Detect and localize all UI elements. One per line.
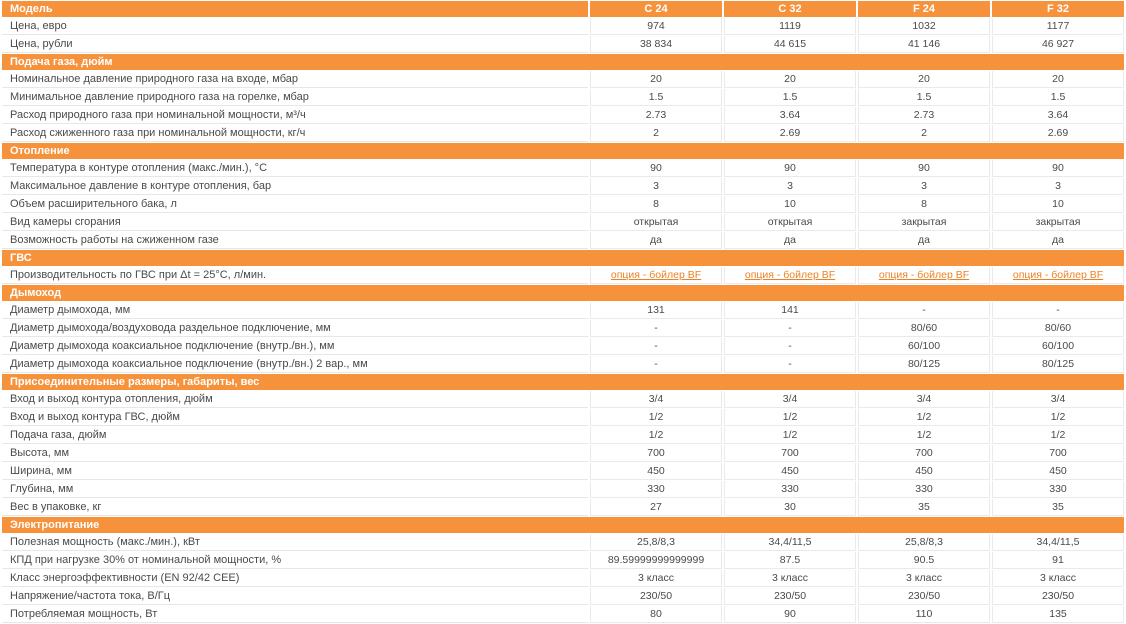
spec-value: -	[724, 338, 856, 355]
spec-value: открытая	[724, 214, 856, 231]
spec-value: 330	[992, 481, 1124, 498]
spec-value: 60/100	[992, 338, 1124, 355]
spec-label: Диаметр дымохода коаксиальное подключение (внутр./вн.) 2 вар., мм	[2, 356, 588, 373]
spec-value: 1/2	[992, 427, 1124, 444]
model-column-header-c24: C 24	[590, 1, 722, 17]
boiler-option-link[interactable]: опция - бойлер BF	[744, 269, 836, 281]
spec-value: 1/2	[992, 409, 1124, 426]
spec-row	[2, 36, 1124, 53]
section-header-row	[2, 374, 1124, 390]
spec-value: 450	[992, 463, 1124, 480]
spec-label: Глубина, мм	[2, 481, 588, 498]
spec-row	[2, 499, 1124, 516]
model-column-header-c32: C 32	[724, 1, 856, 17]
spec-value: 91	[992, 552, 1124, 569]
spec-value: 60/100	[858, 338, 990, 355]
section-header-row	[2, 517, 1124, 533]
spec-value: да	[858, 232, 990, 249]
spec-value: 38 834	[590, 36, 722, 53]
section-title: Дымоход	[2, 285, 1124, 301]
spec-value: 35	[858, 499, 990, 516]
spec-row	[2, 71, 1124, 88]
spec-value: 3	[992, 178, 1124, 195]
spec-label: Высота, мм	[2, 445, 588, 462]
spec-value: 34,4/11,5	[992, 534, 1124, 551]
spec-value: 1/2	[590, 409, 722, 426]
spec-value: -	[590, 356, 722, 373]
spec-row	[2, 356, 1124, 373]
spec-row	[2, 409, 1124, 426]
boiler-option-link[interactable]: опция - бойлер BF	[610, 269, 702, 281]
spec-value: 3 класс	[992, 570, 1124, 587]
spec-label: Класс энергоэффективности (EN 92/42 CEE)	[2, 570, 588, 587]
section-title: Электропитание	[2, 517, 1124, 533]
spec-row	[2, 338, 1124, 355]
spec-value: -	[590, 320, 722, 337]
spec-value: 10	[992, 196, 1124, 213]
spec-value: 141	[724, 302, 856, 319]
spec-value: 2.69	[724, 125, 856, 142]
spec-value: 3	[590, 178, 722, 195]
spec-value: 3.64	[724, 107, 856, 124]
spec-label: Цена, рубли	[2, 36, 588, 53]
boiler-option-link[interactable]: опция - бойлер BF	[878, 269, 970, 281]
spec-value: 20	[724, 71, 856, 88]
spec-value: 2.73	[858, 107, 990, 124]
spec-label: Вход и выход контура ГВС, дюйм	[2, 409, 588, 426]
spec-value: 89.59999999999999	[590, 552, 722, 569]
spec-value: да	[590, 232, 722, 249]
spec-row	[2, 107, 1124, 124]
spec-row	[2, 534, 1124, 551]
spec-label: Вход и выход контура отопления, дюйм	[2, 391, 588, 408]
spec-row	[2, 196, 1124, 213]
spec-value: 1/2	[590, 427, 722, 444]
spec-value: 330	[724, 481, 856, 498]
spec-value: 3	[858, 178, 990, 195]
spec-value: 1/2	[858, 427, 990, 444]
spec-value: 1/2	[724, 427, 856, 444]
spec-value: 230/50	[992, 588, 1124, 605]
spec-value: 3	[724, 178, 856, 195]
spec-value: 90	[724, 160, 856, 177]
spec-value: 90.5	[858, 552, 990, 569]
spec-value: -	[858, 302, 990, 319]
spec-row	[2, 552, 1124, 569]
spec-label: КПД при нагрузке 30% от номинальной мощности, %	[2, 552, 588, 569]
section-header-row	[2, 143, 1124, 159]
spec-value: 30	[724, 499, 856, 516]
spec-value: 80/60	[992, 320, 1124, 337]
spec-value: 90	[858, 160, 990, 177]
spec-row	[2, 267, 1124, 284]
spec-label: Потребляемая мощность, Вт	[2, 606, 588, 623]
spec-value: 2.69	[992, 125, 1124, 142]
spec-label: Диаметр дымохода коаксиальное подключение (внутр./вн.), мм	[2, 338, 588, 355]
spec-row	[2, 588, 1124, 605]
spec-label: Напряжение/частота тока, В/Гц	[2, 588, 588, 605]
section-header-row	[2, 285, 1124, 301]
spec-value: 3/4	[590, 391, 722, 408]
spec-value: 80/125	[992, 356, 1124, 373]
spec-value: 8	[858, 196, 990, 213]
spec-value: 3/4	[992, 391, 1124, 408]
spec-value: 230/50	[724, 588, 856, 605]
spec-value	[590, 267, 722, 284]
spec-row	[2, 391, 1124, 408]
model-column-header-f24: F 24	[858, 1, 990, 17]
spec-value: 135	[992, 606, 1124, 623]
spec-label: Производительность по ГВС при Δt = 25°С, л/мин.	[2, 267, 588, 284]
spec-value: 41 146	[858, 36, 990, 53]
spec-value: 46 927	[992, 36, 1124, 53]
spec-label: Вид камеры сгорания	[2, 214, 588, 231]
spec-value: 1119	[724, 18, 856, 35]
spec-row	[2, 89, 1124, 106]
spec-label: Температура в контуре отопления (макс./мин.), °С	[2, 160, 588, 177]
spec-value: 90	[724, 606, 856, 623]
spec-value: 90	[590, 160, 722, 177]
section-header-row	[2, 54, 1124, 70]
spec-label: Объем расширительного бака, л	[2, 196, 588, 213]
spec-row	[2, 570, 1124, 587]
section-header-row	[2, 250, 1124, 266]
spec-value: 80	[590, 606, 722, 623]
spec-value: 80/60	[858, 320, 990, 337]
model-header-row	[2, 1, 1124, 17]
spec-label: Подача газа, дюйм	[2, 427, 588, 444]
spec-row	[2, 232, 1124, 249]
spec-value: 90	[992, 160, 1124, 177]
spec-value: 1.5	[590, 89, 722, 106]
section-title: Присоединительные размеры, габариты, вес	[2, 374, 1124, 390]
spec-row	[2, 320, 1124, 337]
spec-value: -	[992, 302, 1124, 319]
spec-value: 20	[590, 71, 722, 88]
spec-value: 110	[858, 606, 990, 623]
spec-value: 35	[992, 499, 1124, 516]
spec-value: 3 класс	[858, 570, 990, 587]
spec-value: закрытая	[858, 214, 990, 231]
spec-row	[2, 18, 1124, 35]
spec-value: 450	[858, 463, 990, 480]
spec-value: 230/50	[858, 588, 990, 605]
spec-row	[2, 427, 1124, 444]
spec-value: 80/125	[858, 356, 990, 373]
spec-value: 87.5	[724, 552, 856, 569]
section-title: Подача газа, дюйм	[2, 54, 1124, 70]
spec-row	[2, 160, 1124, 177]
spec-label: Расход сжиженного газа при номинальной мощности, кг/ч	[2, 125, 588, 142]
spec-value: 3 класс	[590, 570, 722, 587]
spec-label: Диаметр дымохода/воздуховода раздельное подключение, мм	[2, 320, 588, 337]
spec-value: 3/4	[858, 391, 990, 408]
spec-value: 700	[590, 445, 722, 462]
section-title: Отопление	[2, 143, 1124, 159]
spec-value: 3 класс	[724, 570, 856, 587]
spec-row	[2, 445, 1124, 462]
spec-label: Диаметр дымохода, мм	[2, 302, 588, 319]
spec-value: -	[724, 320, 856, 337]
spec-value: 1.5	[858, 89, 990, 106]
spec-value	[724, 267, 856, 284]
spec-label: Максимальное давление в контуре отопления, бар	[2, 178, 588, 195]
spec-value: -	[590, 338, 722, 355]
spec-value: -	[724, 356, 856, 373]
spec-value: 2	[858, 125, 990, 142]
spec-value: 330	[858, 481, 990, 498]
spec-value: 1/2	[858, 409, 990, 426]
spec-value: 700	[724, 445, 856, 462]
spec-row	[2, 302, 1124, 319]
spec-value: да	[992, 232, 1124, 249]
spec-row	[2, 214, 1124, 231]
spec-value: 3/4	[724, 391, 856, 408]
spec-row	[2, 606, 1124, 623]
spec-value: 44 615	[724, 36, 856, 53]
spec-value: закрытая	[992, 214, 1124, 231]
spec-value: 20	[858, 71, 990, 88]
spec-value: 230/50	[590, 588, 722, 605]
spec-row	[2, 178, 1124, 195]
spec-value: открытая	[590, 214, 722, 231]
spec-value: 10	[724, 196, 856, 213]
spec-value	[992, 267, 1124, 284]
spec-row	[2, 481, 1124, 498]
spec-label: Возможность работы на сжиженном газе	[2, 232, 588, 249]
spec-value: 700	[858, 445, 990, 462]
spec-label: Цена, евро	[2, 18, 588, 35]
spec-value: 1.5	[724, 89, 856, 106]
spec-value: да	[724, 232, 856, 249]
spec-label: Ширина, мм	[2, 463, 588, 480]
spec-value: 27	[590, 499, 722, 516]
spec-value: 2.73	[590, 107, 722, 124]
spec-value: 8	[590, 196, 722, 213]
spec-row	[2, 125, 1124, 142]
spec-value	[858, 267, 990, 284]
spec-table-body	[2, 1, 1124, 623]
spec-value: 25,8/8,3	[590, 534, 722, 551]
spec-label: Номинальное давление природного газа на входе, мбар	[2, 71, 588, 88]
spec-value: 34,4/11,5	[724, 534, 856, 551]
model-header-label: Модель	[2, 1, 588, 17]
spec-value: 450	[724, 463, 856, 480]
spec-value: 1/2	[724, 409, 856, 426]
spec-value: 1.5	[992, 89, 1124, 106]
spec-value: 20	[992, 71, 1124, 88]
spec-value: 450	[590, 463, 722, 480]
spec-label: Минимальное давление природного газа на горелке, мбар	[2, 89, 588, 106]
model-column-header-f32: F 32	[992, 1, 1124, 17]
spec-value: 974	[590, 18, 722, 35]
spec-row	[2, 463, 1124, 480]
spec-value: 131	[590, 302, 722, 319]
spec-value: 700	[992, 445, 1124, 462]
spec-value: 2	[590, 125, 722, 142]
spec-label: Вес в упаковке, кг	[2, 499, 588, 516]
spec-value: 25,8/8,3	[858, 534, 990, 551]
spec-label: Расход природного газа при номинальной мощности, м³/ч	[2, 107, 588, 124]
spec-label: Полезная мощность (макс./мин.), кВт	[2, 534, 588, 551]
spec-value: 1177	[992, 18, 1124, 35]
section-title: ГВС	[2, 250, 1124, 266]
spec-value: 3.64	[992, 107, 1124, 124]
boiler-option-link[interactable]: опция - бойлер BF	[1012, 269, 1104, 281]
spec-value: 330	[590, 481, 722, 498]
spec-value: 1032	[858, 18, 990, 35]
